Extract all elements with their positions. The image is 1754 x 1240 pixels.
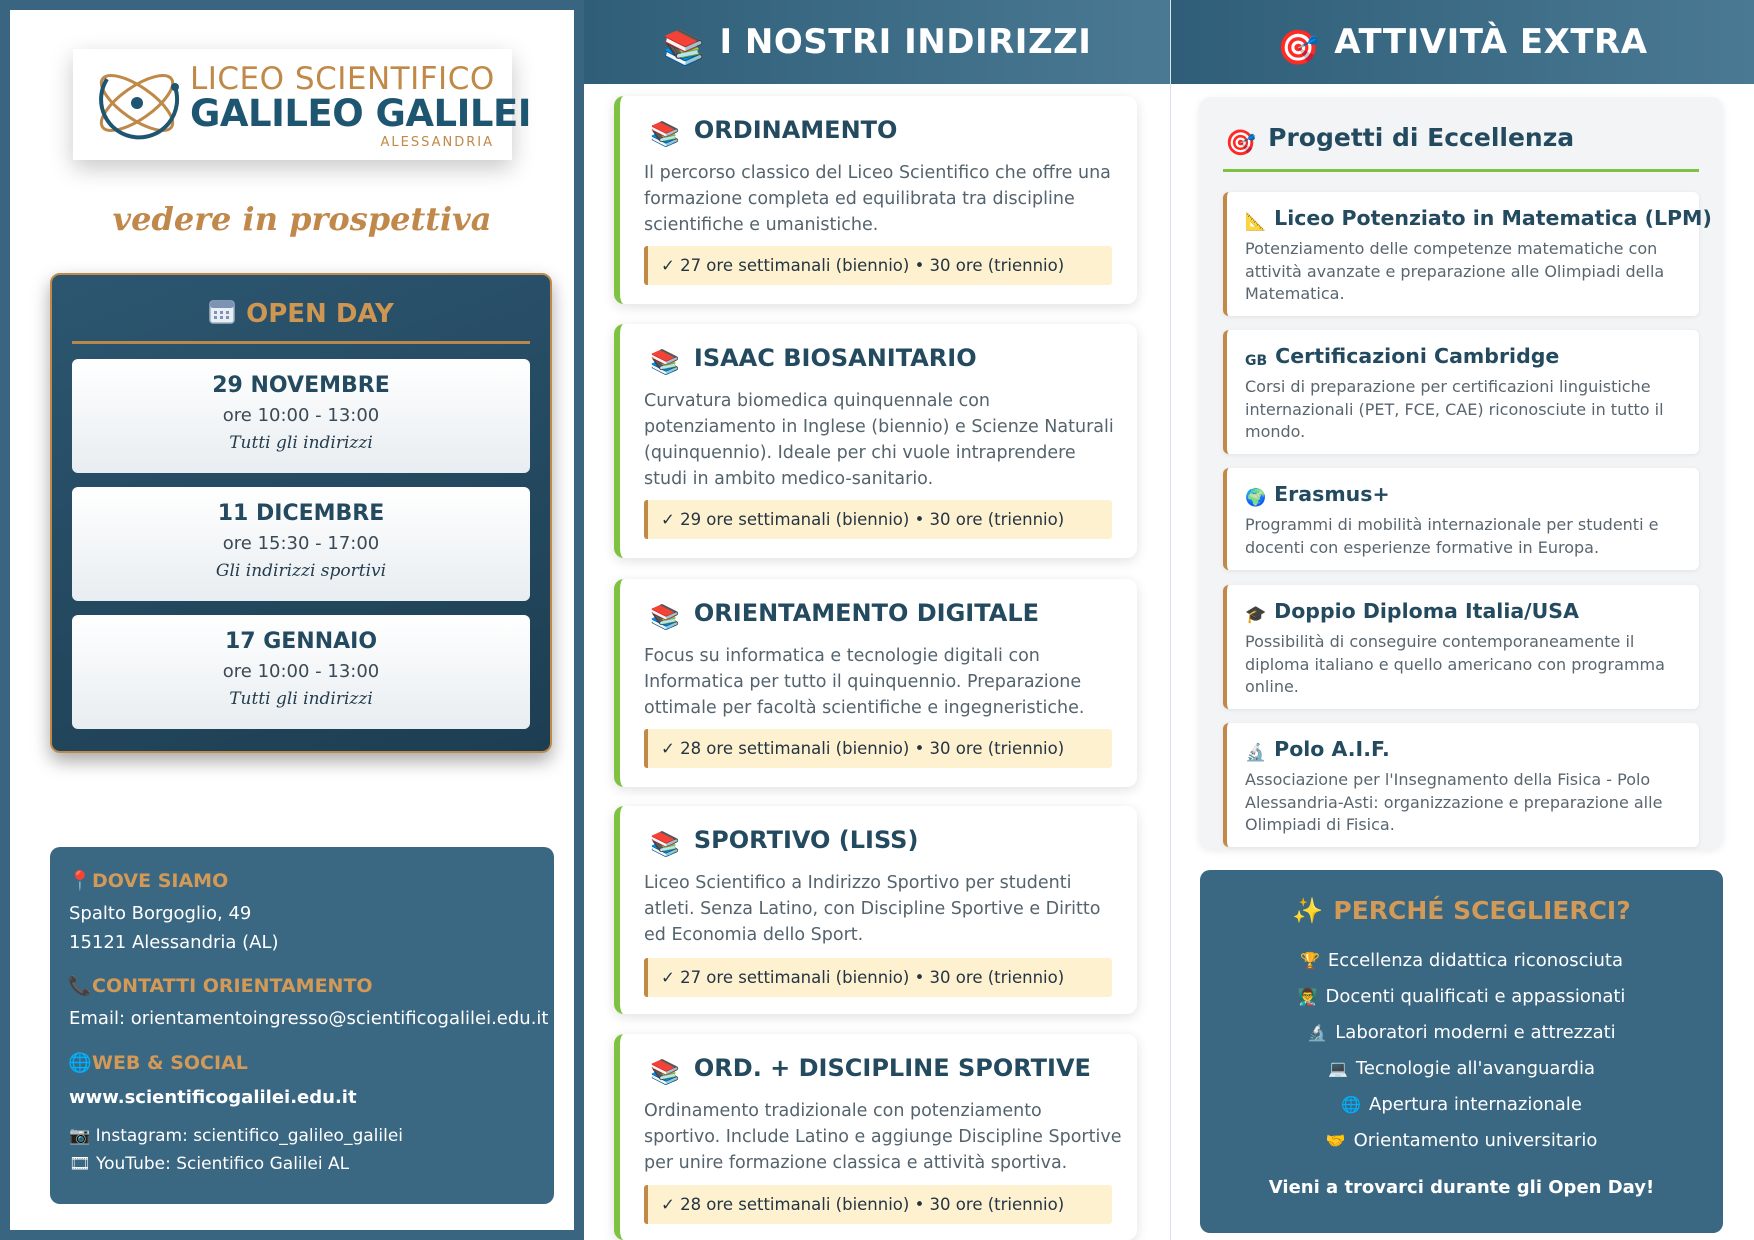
program-title-text: ORIENTAMENTO DIGITALE xyxy=(693,599,1040,627)
open-day-card-2 xyxy=(72,487,530,601)
gb-flag-icon: GB xyxy=(1245,353,1268,369)
programs-header xyxy=(584,0,1170,84)
globe-icon: 🌐 xyxy=(68,1052,92,1074)
calendar-icon xyxy=(208,297,236,325)
why-title-text: PERCHÉ SCEGLIERCI? xyxy=(1333,896,1631,925)
programs-header-text: I NOSTRI INDIRIZZI xyxy=(719,22,1092,62)
open-day-card-3 xyxy=(72,615,530,729)
excellence-title xyxy=(1225,123,1574,158)
extra-panel xyxy=(1170,0,1754,1240)
open-day-time: ore 10:00 - 13:00 xyxy=(222,405,380,426)
logo-text-line2: GALILEO GALILEI xyxy=(190,92,532,135)
project-title-text: Erasmus+ xyxy=(1274,482,1390,506)
program-description: Curvatura biomedica quinquennale con potenziamento in Inglese (biennio) e Scienze Naturali (quinquennio). Ideale per chi vuole intraprendere studi in ambito medico-sanitario. xyxy=(644,391,1114,489)
globe-icon: 🌐 xyxy=(1341,1095,1362,1114)
program-title xyxy=(650,1054,1091,1086)
why-item-text: Tecnologie all'avanguardia xyxy=(1355,1058,1595,1079)
books-icon: 📚 xyxy=(650,120,680,148)
open-day-note: Tutti gli indirizzi xyxy=(229,689,373,709)
books-icon: 📚 xyxy=(650,830,680,858)
program-card-2 xyxy=(614,324,1137,558)
laptop-icon: 💻 xyxy=(1328,1059,1348,1078)
extra-header xyxy=(1171,0,1754,84)
books-icon: 📚 xyxy=(650,1058,680,1086)
project-item-3 xyxy=(1223,468,1699,570)
open-day-box xyxy=(50,273,552,753)
youtube-link[interactable] xyxy=(69,1154,349,1174)
ruler-icon: 📐 xyxy=(1245,212,1267,232)
teacher-icon: 👨‍🏫 xyxy=(1297,987,1318,1006)
program-title xyxy=(650,116,897,148)
why-item-text: Eccellenza didattica riconosciuta xyxy=(1327,950,1623,971)
excellence-title-text: Progetti di Eccellenza xyxy=(1268,123,1575,152)
program-hours: ✓ 27 ore settimanali (biennio) • 30 ore (triennio) xyxy=(644,958,1112,997)
project-description: Possibilità di conseguire contemporaneamente il diploma italiano e quello americano con programma online. xyxy=(1245,632,1665,696)
project-description: Programmi di mobilità internazionale per studenti e docenti con esperienze formative in Europa. xyxy=(1245,515,1659,557)
open-day-card-1 xyxy=(72,359,530,473)
film-icon: 🎞 xyxy=(69,1154,91,1174)
open-day-divider xyxy=(72,341,530,344)
program-card-5 xyxy=(614,1034,1137,1240)
open-day-note: Gli indirizzi sportivi xyxy=(215,561,387,581)
why-item xyxy=(1200,1130,1723,1151)
location-heading-text: DOVE SIAMO xyxy=(92,870,229,892)
project-title-text: Doppio Diploma Italia/USA xyxy=(1274,599,1579,623)
open-day-title-text: OPEN DAY xyxy=(246,299,394,329)
website-link[interactable]: www.scientificogalilei.edu.it xyxy=(69,1087,357,1108)
why-choose-us-box xyxy=(1200,870,1723,1233)
trophy-icon: 🏆 xyxy=(1300,951,1320,970)
project-title-text: Certificazioni Cambridge xyxy=(1275,344,1560,368)
program-card-3 xyxy=(614,579,1137,787)
project-title xyxy=(1245,482,1390,508)
why-title xyxy=(1200,896,1723,926)
open-day-title xyxy=(52,297,550,329)
excellence-box xyxy=(1199,97,1723,849)
program-title-text: ORDINAMENTO xyxy=(693,116,898,144)
why-item-text: Apertura internazionale xyxy=(1369,1094,1582,1115)
open-day-note: Tutti gli indirizzi xyxy=(229,433,373,453)
program-description: Il percorso classico del Liceo Scientifico che offre una formazione completa ed equilibrata tra discipline scientifiche e umanistiche. xyxy=(644,163,1111,235)
books-icon: 📚 xyxy=(662,28,706,68)
contacts-heading-text: CONTATTI ORIENTAMENTO xyxy=(92,975,373,997)
microscope-icon: 🔬 xyxy=(1307,1023,1328,1042)
school-logo xyxy=(73,49,532,160)
youtube-text: YouTube: Scientifico Galilei AL xyxy=(96,1154,350,1174)
target-icon: 🎯 xyxy=(1277,28,1321,68)
project-title xyxy=(1245,206,1712,232)
why-item xyxy=(1200,1058,1723,1079)
project-item-2 xyxy=(1223,330,1699,454)
globe-icon: 🌍 xyxy=(1245,488,1267,508)
pin-icon: 📍 xyxy=(68,870,92,892)
open-day-date: 11 DICEMBRE xyxy=(217,501,385,526)
project-item-1 xyxy=(1223,192,1712,316)
address-line-2: 15121 Alessandria (AL) xyxy=(69,932,279,953)
contact-box xyxy=(50,847,554,1204)
target-icon: 🎯 xyxy=(1225,128,1257,157)
project-item-4 xyxy=(1223,585,1699,709)
why-item xyxy=(1200,950,1723,971)
open-day-time: ore 15:30 - 17:00 xyxy=(222,533,380,554)
location-heading xyxy=(68,869,228,892)
books-icon: 📚 xyxy=(650,603,680,631)
books-icon: 📚 xyxy=(650,348,680,376)
address-line-1: Spalto Borgoglio, 49 xyxy=(69,903,252,924)
why-item xyxy=(1200,1094,1723,1115)
project-description: Corsi di preparazione per certificazioni linguistiche internazionali (PET, FCE, CAE) riconosciute in tutto il mondo. xyxy=(1245,377,1664,441)
handshake-icon: 🤝 xyxy=(1325,1131,1346,1150)
program-card-4 xyxy=(614,806,1137,1014)
web-heading-text: WEB & SOCIAL xyxy=(92,1052,248,1074)
program-description: Focus su informatica e tecnologie digitali con Informatica per tutto il quinquennio. Preparazione ottimale per facoltà scientifiche e ingegneristiche. xyxy=(644,646,1085,718)
extra-header-text: ATTIVITÀ EXTRA xyxy=(1334,22,1648,62)
contacts-heading xyxy=(68,974,373,997)
program-title xyxy=(650,826,918,858)
microscope-icon: 🔬 xyxy=(1245,743,1267,763)
logo-text-city: ALESSANDRIA xyxy=(380,135,494,150)
project-description: Potenziamento delle competenze matematiche con attività avanzate e preparazione alle Olimpiadi della Matematica. xyxy=(1245,239,1665,303)
email-link[interactable]: Email: orientamentoingresso@scientificogalilei.edu.it xyxy=(69,1008,549,1029)
program-title-text: SPORTIVO (LISS) xyxy=(693,826,919,854)
project-item-5 xyxy=(1223,723,1699,847)
web-heading xyxy=(68,1051,248,1074)
excellence-divider xyxy=(1223,169,1699,172)
program-hours: ✓ 28 ore settimanali (biennio) • 30 ore (triennio) xyxy=(644,729,1112,768)
phone-icon: 📞 xyxy=(68,975,92,997)
open-day-date: 17 GENNAIO xyxy=(224,629,378,654)
program-hours: ✓ 27 ore settimanali (biennio) • 30 ore (triennio) xyxy=(644,246,1112,285)
sparkles-icon: ✨ xyxy=(1292,896,1324,925)
program-title xyxy=(650,599,1039,631)
program-title xyxy=(650,344,977,376)
graduation-cap-icon: 🎓 xyxy=(1245,605,1267,625)
program-hours: ✓ 29 ore settimanali (biennio) • 30 ore (triennio) xyxy=(644,500,1112,539)
open-day-date: 29 NOVEMBRE xyxy=(212,373,390,398)
project-description: Associazione per l'Insegnamento della Fisica - Polo Alessandria-Asti: organizzazione e preparazione alle Olimpiadi di Fisica. xyxy=(1245,770,1663,834)
left-panel xyxy=(0,0,584,1240)
call-to-action: Vieni a trovarci durante gli Open Day! xyxy=(1268,1177,1655,1198)
why-item-text: Orientamento universitario xyxy=(1353,1130,1598,1151)
logo-text-line1: LICEO SCIENTIFICO xyxy=(190,61,495,97)
why-item-text: Docenti qualificati e appassionati xyxy=(1325,986,1626,1007)
project-title xyxy=(1245,599,1579,625)
project-title-text: Polo A.I.F. xyxy=(1274,737,1390,761)
why-item xyxy=(1200,986,1723,1007)
program-card-1 xyxy=(614,96,1137,304)
program-title-text: ISAAC BIOSANITARIO xyxy=(693,344,977,372)
programs-panel xyxy=(584,0,1170,1240)
project-title-text: Liceo Potenziato in Matematica (LPM) xyxy=(1274,206,1712,230)
instagram-link[interactable] xyxy=(69,1126,403,1146)
instagram-text: Instagram: scientifico_galileo_galilei xyxy=(95,1126,403,1146)
project-title xyxy=(1245,737,1390,763)
atom-logo-icon xyxy=(87,51,187,156)
why-item xyxy=(1200,1022,1723,1043)
program-title-text: ORD. + DISCIPLINE SPORTIVE xyxy=(693,1054,1091,1082)
program-description: Ordinamento tradizionale con potenziamento sportivo. Include Latino e aggiunge Discipline Sportive per unire formazione classica e attività sportiva. xyxy=(644,1101,1122,1173)
tagline: vedere in prospettiva xyxy=(112,200,492,238)
camera-icon: 📷 xyxy=(69,1126,91,1146)
program-description: Liceo Scientifico a Indirizzo Sportivo per studenti atleti. Senza Latino, con Discipline Sportive e Diritto ed Economia dello Sport. xyxy=(644,873,1101,945)
open-day-time: ore 10:00 - 13:00 xyxy=(222,661,380,682)
project-title xyxy=(1245,344,1559,369)
why-item-text: Laboratori moderni e attrezzati xyxy=(1335,1022,1616,1043)
program-hours: ✓ 28 ore settimanali (biennio) • 30 ore (triennio) xyxy=(644,1185,1112,1224)
